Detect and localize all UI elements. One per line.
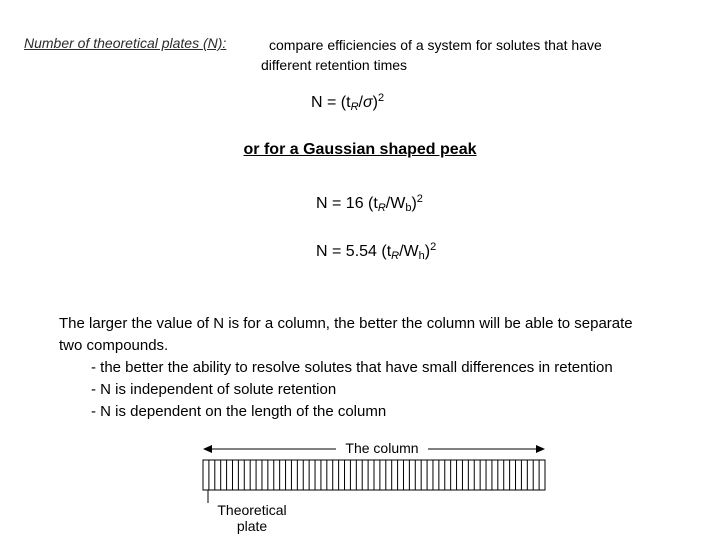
gaussian-peak-label: or for a Gaussian shaped peak (243, 141, 477, 158)
equation-base-width: N = 16 $(t_R/W_b)^2$ (316, 193, 423, 214)
column-diagram (0, 430, 720, 540)
bullet-item: - N is dependent on the length of the column (91, 403, 387, 420)
definition-description-line2: different retention times (261, 57, 408, 73)
plate-label-line2: plate (236, 518, 268, 534)
definition-description-line1: compare efficiencies of a system for solutes that have (269, 37, 602, 53)
equation-sigma: $N = (t_R/\sigma)^2$ (311, 92, 385, 113)
arrowhead-left-icon (203, 445, 212, 453)
definition-description (261, 35, 709, 75)
paragraph-line2: two compounds. (59, 337, 169, 354)
bullet-item: - N is independent of solute retention (91, 381, 337, 398)
column-label: The column (345, 440, 419, 456)
definition-term: Number of theoretical plates (N): (24, 35, 227, 51)
bullet-item: - the better the ability to resolve solutes that have small differences in retention (91, 359, 613, 376)
paragraph-line1: The larger the value of N is for a column, the better the column will be able to separate (59, 315, 633, 332)
explanation-paragraph (59, 313, 699, 423)
equation-half-height-width: N = 5.54 $(t_R/W_h)^2$ (316, 241, 437, 262)
arrowhead-right-icon (536, 445, 545, 453)
plate-label-line1: Theoretical (217, 502, 287, 518)
